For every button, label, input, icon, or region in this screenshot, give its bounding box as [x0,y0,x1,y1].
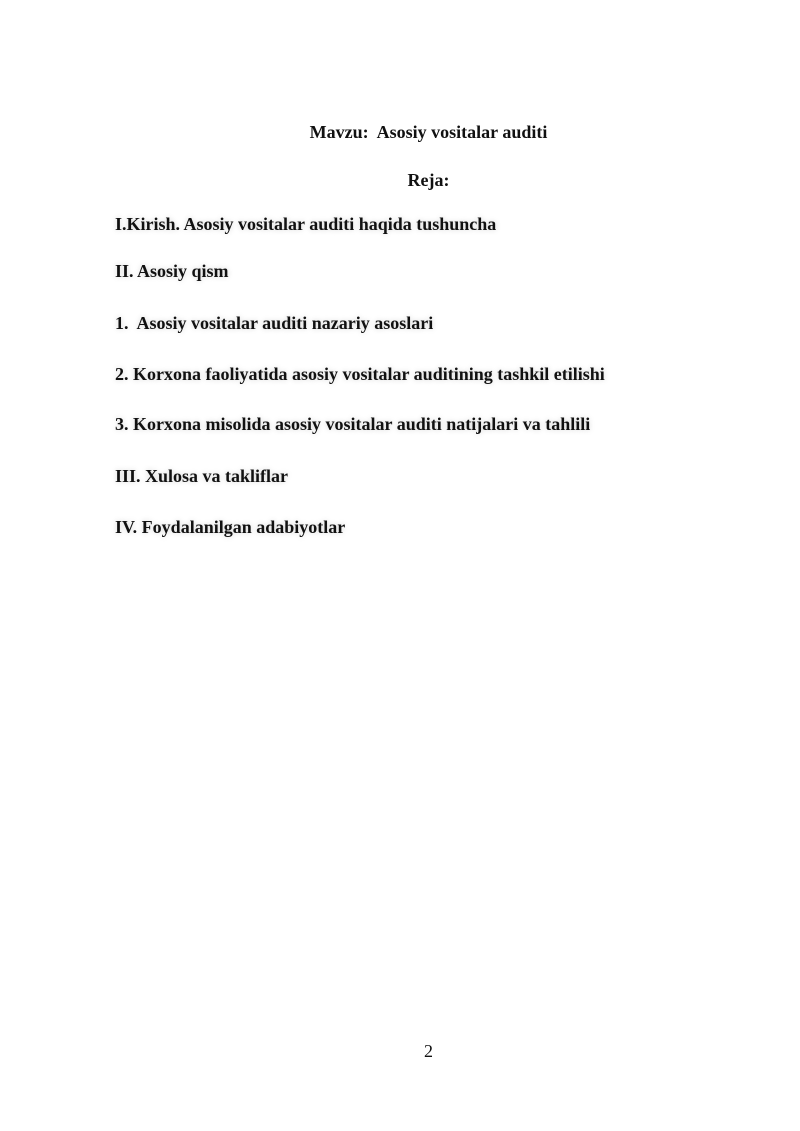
plan-item-theory: 1. Asosiy vositalar auditi nazariy asoslari [115,313,434,333]
plan-item-main-part: II. Asosiy qism [115,261,229,281]
plan-heading: Reja: [407,170,450,190]
plan-item-conclusion: III. Xulosa va takliflar [115,466,289,486]
document-title: Mavzu: Asosiy vositalar auditi [309,122,548,142]
page-number: 2 [424,1041,433,1061]
plan-item-introduction: I.Kirish. Asosiy vositalar auditi haqida tushuncha [115,214,497,234]
plan-item-references: IV. Foydalanilgan adabiyotlar [115,517,346,537]
plan-item-organization: 2. Korxona faoliyatida asosiy vositalar auditining tashkil etilishi [115,364,605,384]
plan-item-results: 3. Korxona misolida asosiy vositalar auditi natijalari va tahlili [115,414,591,434]
